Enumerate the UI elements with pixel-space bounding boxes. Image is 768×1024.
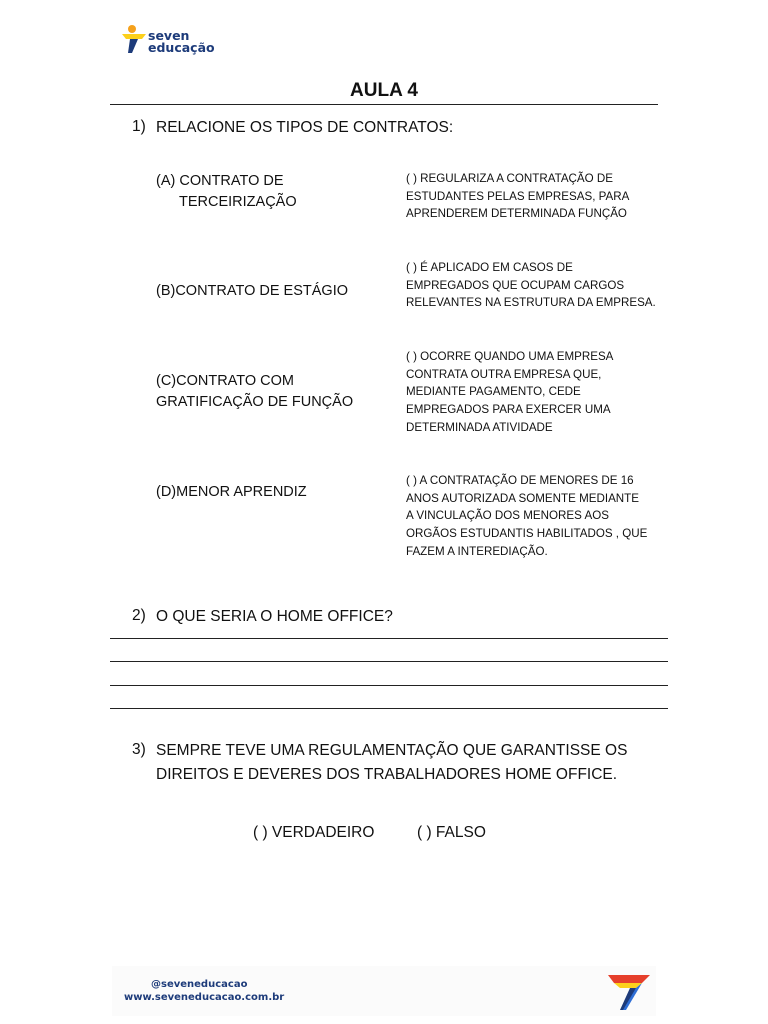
q1-option-b: (B)CONTRATO DE ESTÁGIO bbox=[156, 283, 349, 299]
q1-description-1[interactable] bbox=[406, 170, 668, 223]
q1-desc3-line5: DETERMINADA ATIVIDADE bbox=[406, 420, 553, 434]
q1-option-d: (D)MENOR APRENDIZ bbox=[156, 484, 307, 500]
q1-description-3[interactable] bbox=[406, 348, 668, 437]
q1-desc3-line2: CONTRATA OUTRA EMPRESA QUE, bbox=[406, 367, 602, 381]
q1-desc3-line4: EMPREGADOS PARA EXERCER UMA bbox=[406, 403, 611, 417]
q1-desc1-line2: ESTUDANTES PELAS EMPRESAS, PARA bbox=[406, 189, 630, 203]
q1-description-4[interactable] bbox=[406, 472, 676, 561]
footer-social-handle[interactable]: @seveneducacao bbox=[151, 979, 248, 990]
q1-desc4-line2: ANOS AUTORIZADA SOMENTE MEDIANTE bbox=[406, 491, 639, 505]
answer-line-2[interactable] bbox=[110, 661, 668, 662]
q1-number: 1) bbox=[132, 118, 146, 135]
footer-website-link[interactable]: www.seveneducacao.com.br bbox=[124, 992, 285, 1003]
footer-band bbox=[112, 966, 656, 1016]
title-divider bbox=[110, 104, 658, 105]
answer-line-4[interactable] bbox=[110, 708, 668, 709]
q1-desc2-line3: RELEVANTES NA ESTRUTURA DA EMPRESA. bbox=[406, 296, 656, 310]
q3-text-line2: DIREITOS E DEVERES DOS TRABALHADORES HOME OFFICE. bbox=[156, 766, 618, 783]
q1-text: RELACIONE OS TIPOS DE CONTRATOS: bbox=[156, 119, 454, 136]
q1-desc1-line1: ( ) REGULARIZA A CONTRATAÇÃO DE bbox=[406, 172, 613, 185]
q1-desc3-line1: ( ) OCORRE QUANDO UMA EMPRESA bbox=[406, 350, 614, 363]
q1-desc3-line3: MEDIANTE PAGAMENTO, CEDE bbox=[406, 385, 581, 399]
q2-text: O QUE SERIA O HOME OFFICE? bbox=[156, 608, 393, 625]
q1-desc1-line3: APRENDEREM DETERMINADA FUNÇÃO bbox=[406, 207, 627, 221]
seven-footer-logo-icon bbox=[606, 972, 652, 1012]
q1-description-2[interactable] bbox=[406, 259, 676, 312]
q1-option-c-line1: (C)CONTRATO COM bbox=[156, 373, 295, 389]
q3-number: 3) bbox=[132, 741, 146, 758]
brand-line2: educação bbox=[148, 40, 215, 55]
q1-option-a-line2: TERCEIRIZAÇÃO bbox=[179, 194, 297, 210]
q1-desc2-line1: ( ) É APLICADO EM CASOS DE bbox=[406, 261, 573, 274]
answer-line-1[interactable] bbox=[110, 638, 668, 639]
q1-option-a-line1: (A) CONTRATO DE bbox=[156, 173, 284, 189]
answer-line-3[interactable] bbox=[110, 685, 668, 686]
seven-logo-icon bbox=[121, 24, 147, 54]
q2-number: 2) bbox=[132, 607, 146, 624]
page-title: AULA 4 bbox=[350, 80, 418, 101]
brand-line1: seven bbox=[148, 28, 190, 43]
q3-option-true[interactable]: ( ) VERDADEIRO bbox=[253, 824, 375, 841]
brand-logo-text bbox=[148, 30, 215, 54]
q1-desc4-line1: ( ) A CONTRATAÇÃO DE MENORES DE 16 bbox=[406, 474, 634, 487]
q3-text-line1: SEMPRE TEVE UMA REGULAMENTAÇÃO QUE GARANTISSE OS bbox=[156, 742, 628, 759]
q1-desc2-line2: EMPREGADOS QUE OCUPAM CARGOS bbox=[406, 278, 625, 292]
q3-option-false[interactable]: ( ) FALSO bbox=[417, 824, 486, 841]
q1-option-c-line2: GRATIFICAÇÃO DE FUNÇÃO bbox=[156, 394, 354, 410]
q1-desc4-line5: FAZEM A INTEREDIAÇÃO. bbox=[406, 544, 548, 558]
q1-desc4-line3: A VINCULAÇÃO DOS MENORES AOS bbox=[406, 509, 609, 523]
q1-desc4-line4: ORGÃOS ESTUDANTIS HABILITADOS , QUE bbox=[406, 527, 648, 541]
